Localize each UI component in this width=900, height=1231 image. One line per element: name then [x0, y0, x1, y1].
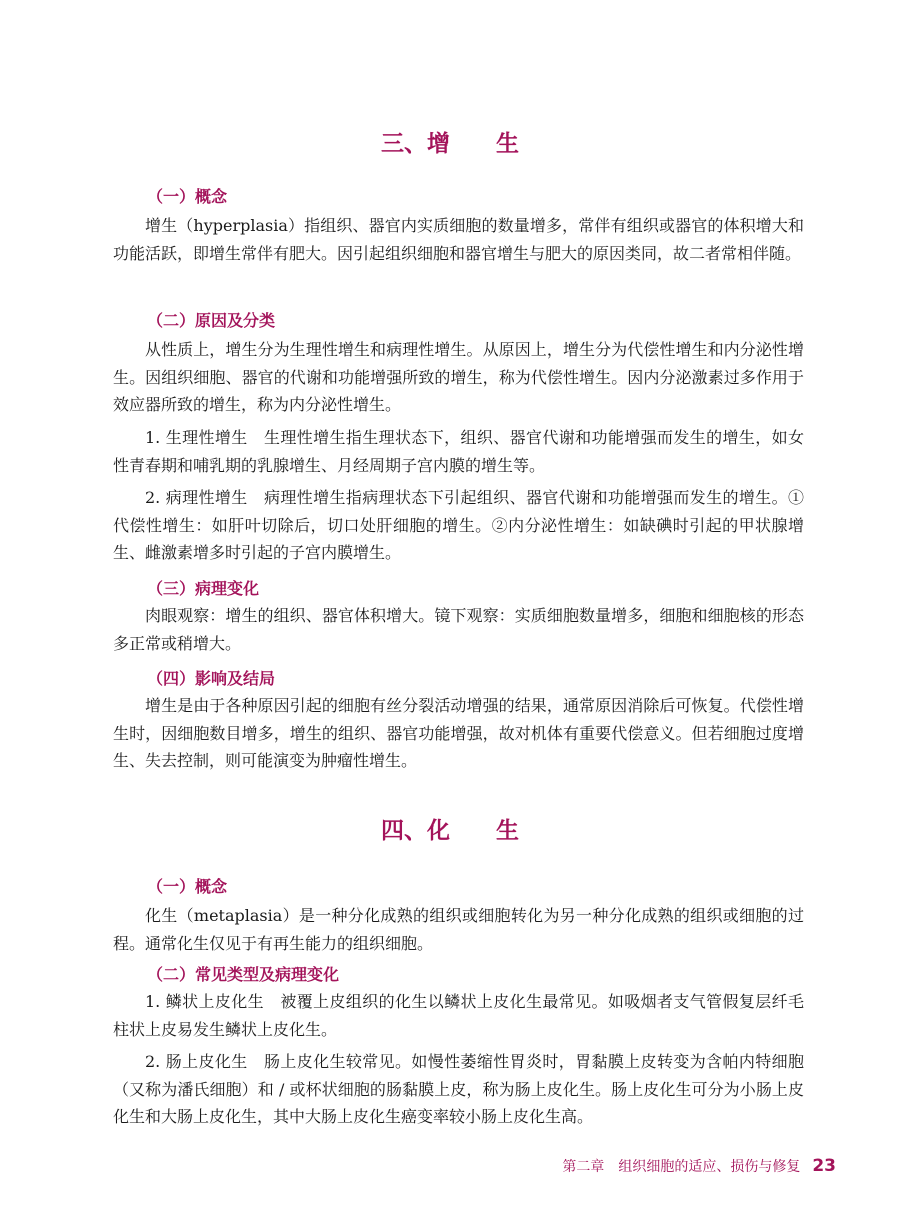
paragraph: 增生（hyperplasia）指组织、器官内实质细胞的数量增多，常伴有组织或器官的体积增大和功能活跃，即增生常伴有肥大。因引起组织细胞和器官增生与肥大的原因类同，故二者常相伴随。: [113, 216, 804, 263]
heading-concept: （一）概念: [147, 877, 228, 896]
chapter-title: 第二章 组织细胞的适应、损伤与修复: [562, 1159, 801, 1175]
section-title-hyperplasia: 三、增 生: [381, 131, 519, 157]
paragraph: 从性质上，增生分为生理性增生和病理性增生。从原因上，增生分为代偿性增生和内分泌性增生。因组织细胞、器官的代谢和功能增强所致的增生，称为代偿性增生。因内分泌激素过多作用于效应器所致的增生，称为内分泌性增生。: [113, 340, 804, 414]
heading-causes-classification: （二）原因及分类: [147, 311, 276, 330]
heading-concept: （一）概念: [147, 187, 228, 206]
paragraph: 1. 鳞状上皮化生 被覆上皮组织的化生以鳞状上皮化生最常见。如吸烟者支气管假复层纤毛柱状上皮易发生鳞状上皮化生。: [113, 992, 804, 1039]
page-number: 23: [812, 1156, 836, 1176]
heading-common-types: （二）常见类型及病理变化: [147, 965, 340, 984]
paragraph: 2. 病理性增生 病理性增生指病理状态下引起组织、器官代谢和功能增强而发生的增生。①代偿性增生：如肝叶切除后，切口处肝细胞的增生。②内分泌性增生：如缺碘时引起的甲状腺增生、雌激素增多时引起的子宫内膜增生。: [113, 488, 804, 562]
page-footer: [562, 1156, 836, 1176]
heading-pathological-changes: （三）病理变化: [147, 579, 260, 598]
paragraph: 1. 生理性增生 生理性增生指生理状态下，组织、器官代谢和功能增强而发生的增生，如女性青春期和哺乳期的乳腺增生、月经周期子宫内膜的增生等。: [113, 428, 804, 475]
paragraph: 化生（metaplasia）是一种分化成熟的组织或细胞转化为另一种分化成熟的组织或细胞的过程。通常化生仅见于有再生能力的组织细胞。: [113, 906, 804, 953]
heading-effects-outcome: （四）影响及结局: [147, 669, 276, 688]
paragraph: 增生是由于各种原因引起的细胞有丝分裂活动增强的结果，通常原因消除后可恢复。代偿性增生时，因细胞数目增多，增生的组织、器官功能增强，故对机体有重要代偿意义。但若细胞过度增生、失去控制，则可能演变为肿瘤性增生。: [113, 696, 804, 770]
section-title-metaplasia: 四、化 生: [381, 818, 519, 844]
paragraph: 2. 肠上皮化生 肠上皮化生较常见。如慢性萎缩性胃炎时，胃黏膜上皮转变为含帕内特细胞（又称为潘氏细胞）和 / 或杯状细胞的肠黏膜上皮，称为肠上皮化生。肠上皮化生可分为小肠上皮化生和大肠上皮化生，其中大肠上皮化生癌变率较小肠上皮化生高。: [113, 1052, 804, 1126]
paragraph: 肉眼观察：增生的组织、器官体积增大。镜下观察：实质细胞数量增多，细胞和细胞核的形态多正常或稍增大。: [113, 606, 804, 653]
